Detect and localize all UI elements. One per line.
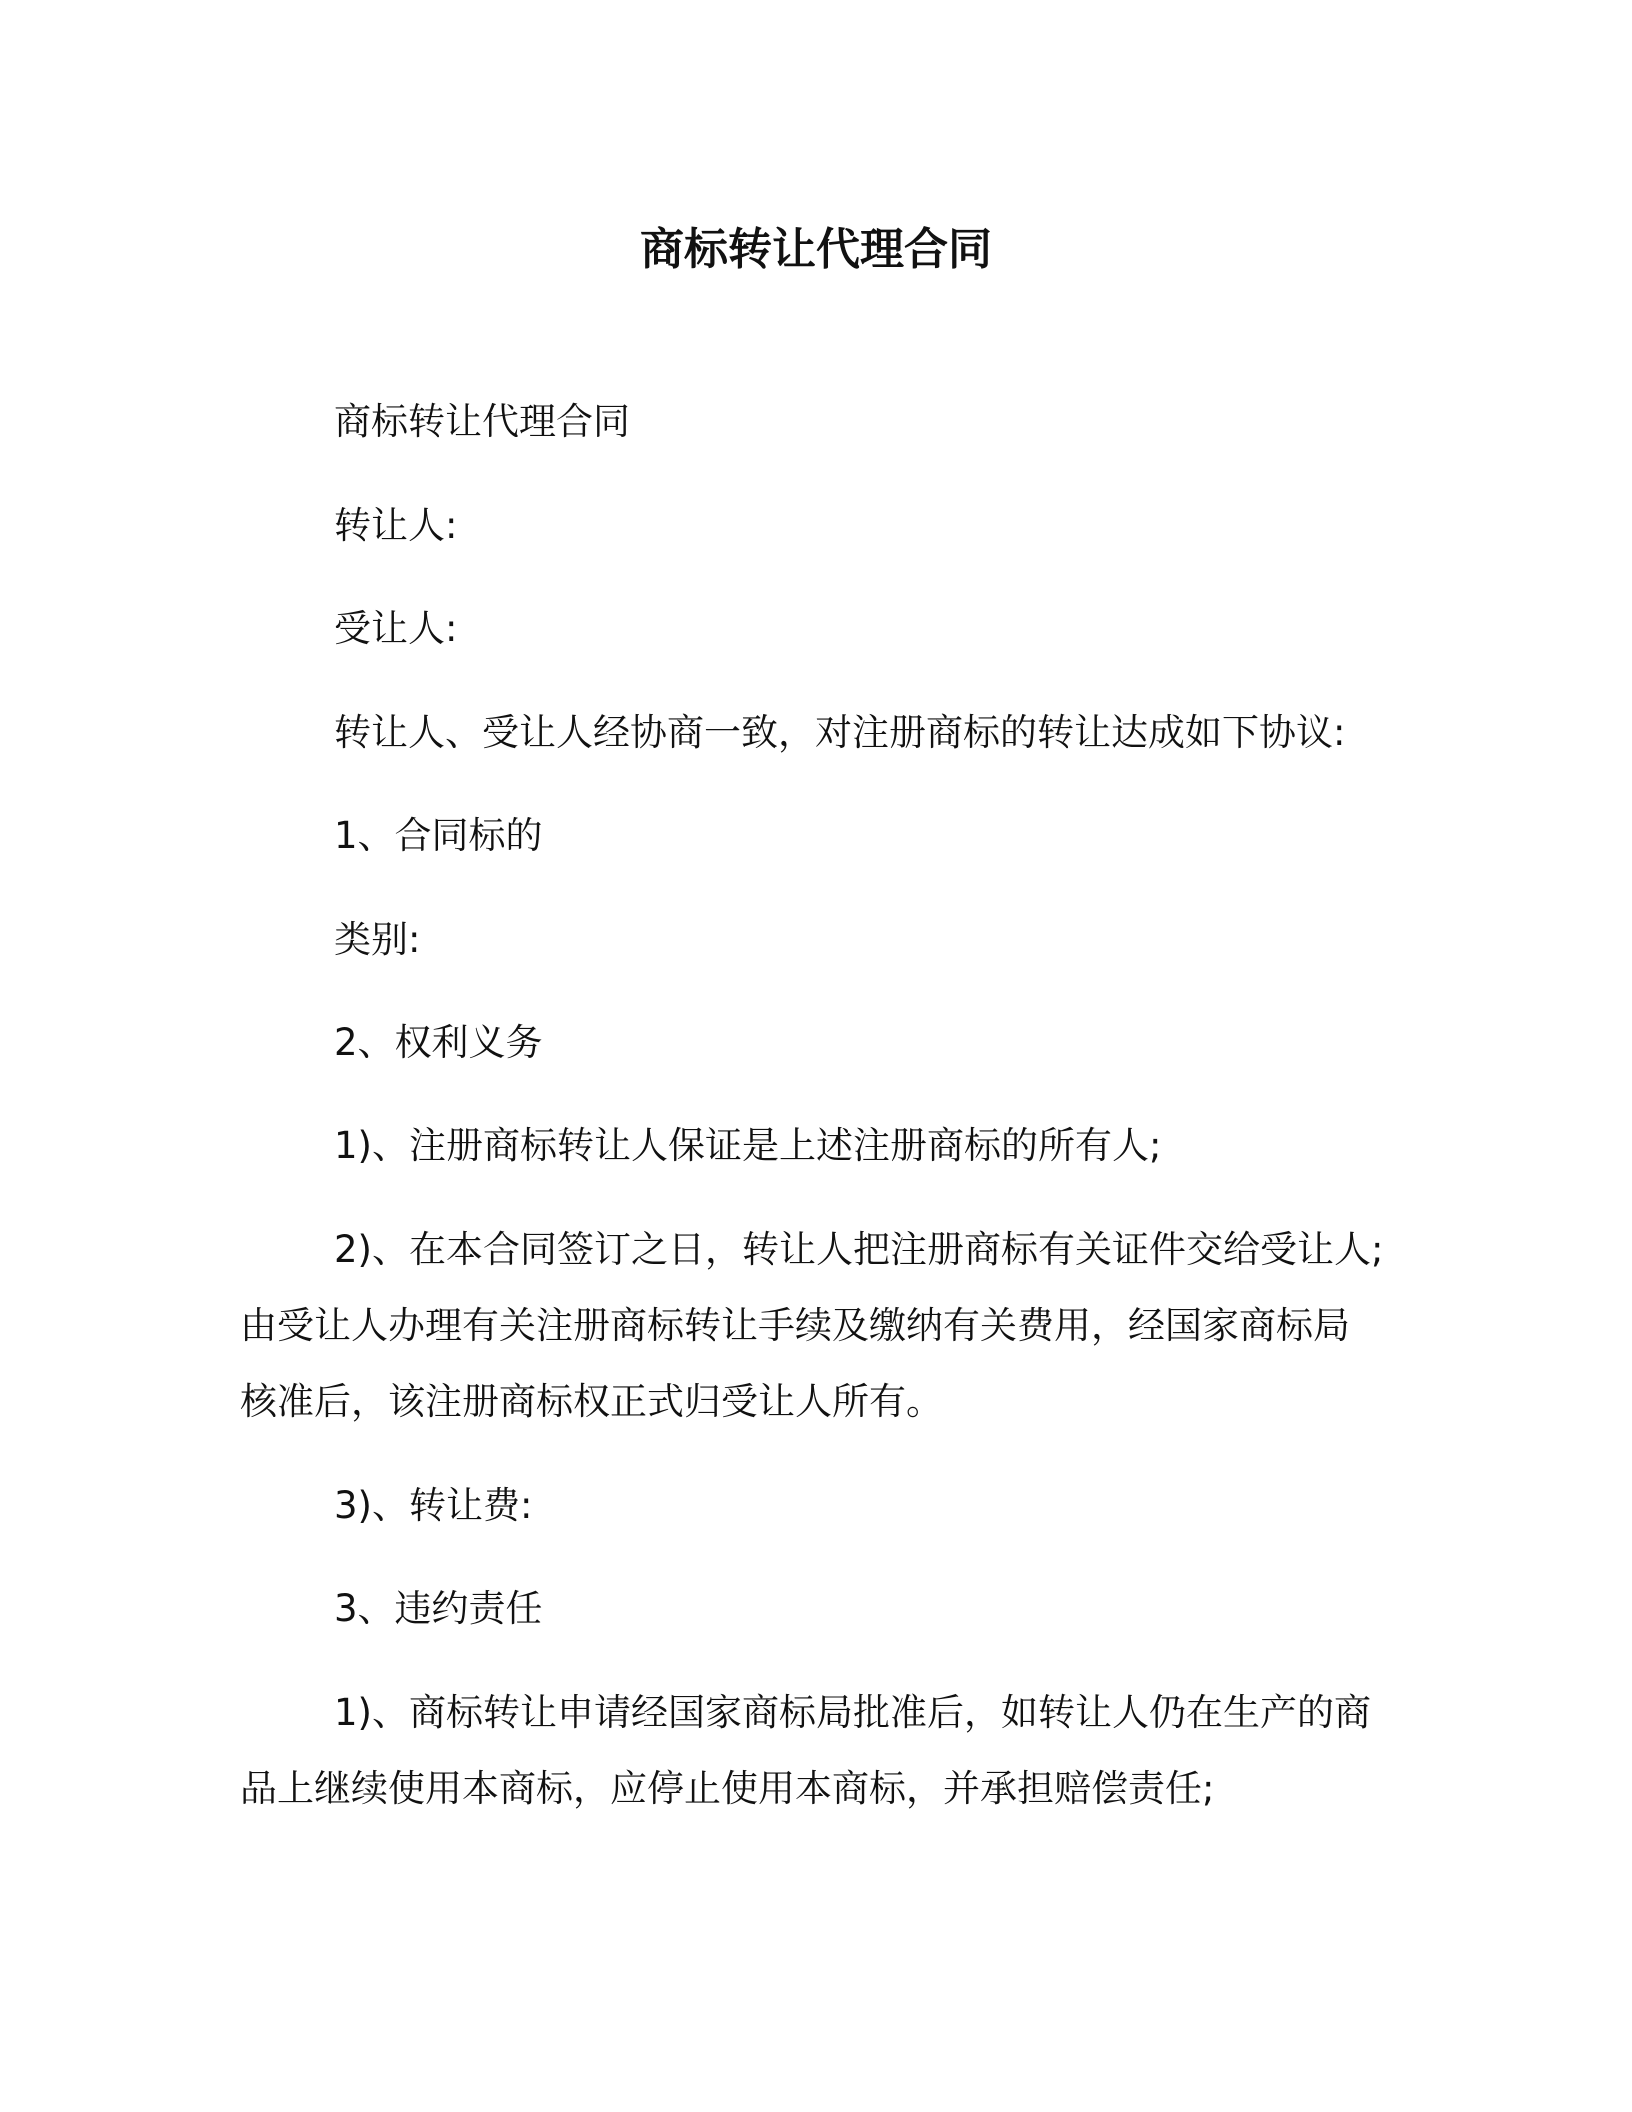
clause-2-2-line-1: 2)、在本合同签订之日，转让人把注册商标有关证件交给受让人;: [334, 1228, 1384, 1271]
clause-3-1-line-2: 品上继续使用本商标，应停止使用本商标，并承担赔偿责任;: [240, 1767, 1215, 1810]
transferor-label: 转让人:: [334, 504, 458, 547]
clause-3-1-line-1: 1)、商标转让申请经国家商标局批准后，如转让人仍在生产的商: [334, 1691, 1371, 1734]
transferee-label: 受让人:: [334, 607, 458, 650]
contract-heading: 商标转让代理合同: [334, 400, 630, 443]
section-2-heading: 2、权利义务: [334, 1021, 543, 1064]
clause-2-3: 3)、转让费:: [334, 1484, 533, 1527]
document-title: 商标转让代理合同: [640, 224, 992, 275]
section-1-heading: 1、合同标的: [334, 814, 543, 857]
clause-2-2-line-2: 由受让人办理有关注册商标转让手续及缴纳有关费用，经国家商标局: [240, 1304, 1350, 1347]
category-label: 类别:: [334, 918, 421, 961]
clause-2-1: 1)、注册商标转让人保证是上述注册商标的所有人;: [334, 1124, 1162, 1167]
clause-2-2-line-3: 核准后，该注册商标权正式归受让人所有。: [240, 1380, 943, 1423]
section-3-heading: 3、违约责任: [334, 1587, 543, 1630]
agreement-intro: 转让人、受让人经协商一致，对注册商标的转让达成如下协议:: [334, 711, 1346, 754]
